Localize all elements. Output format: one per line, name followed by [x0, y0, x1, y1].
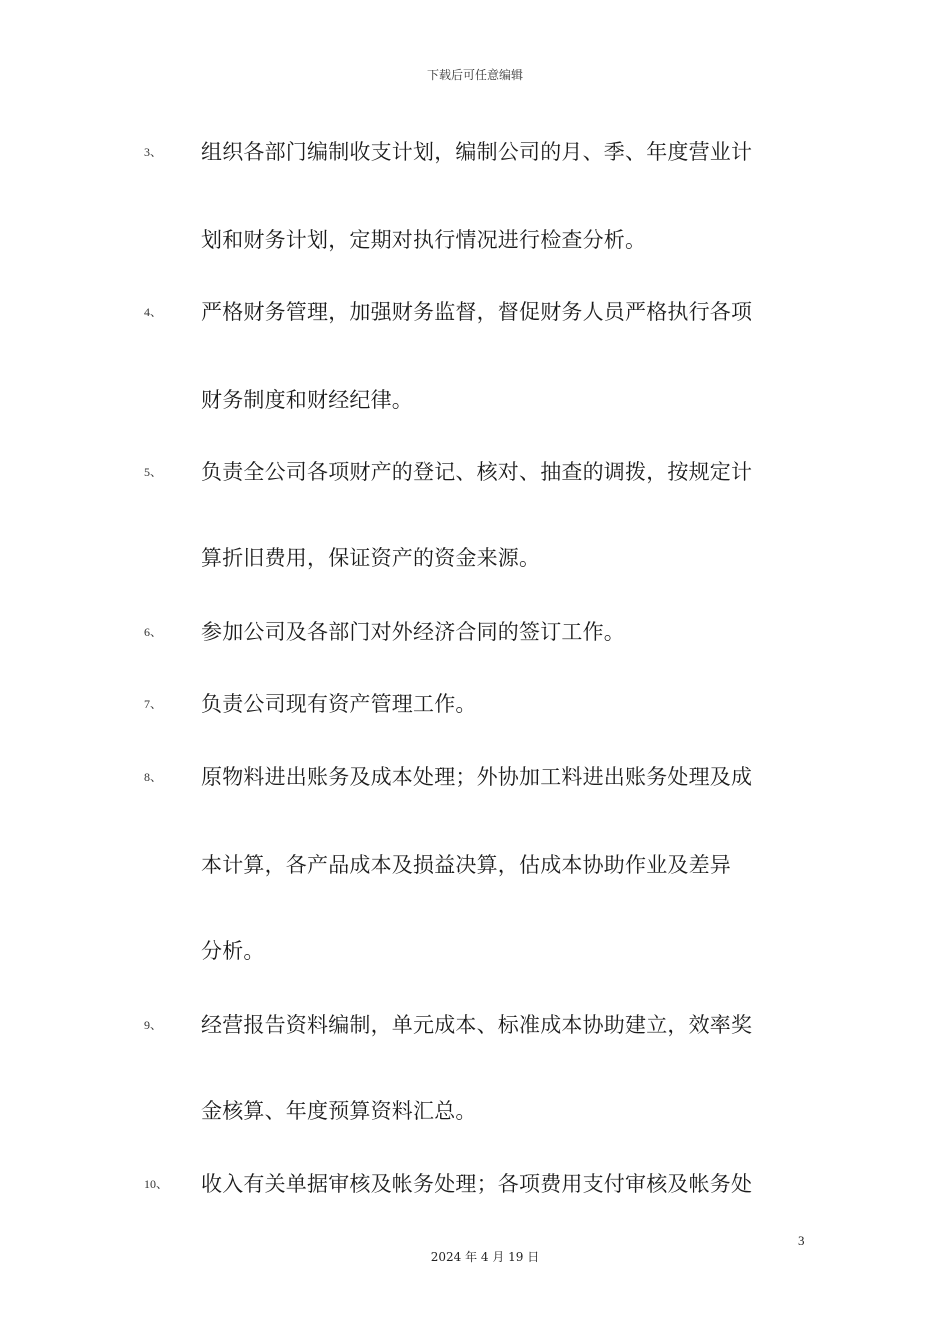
item-text-line: 负责公司现有资产管理工作。	[201, 692, 477, 716]
item-text-line: 金核算、年度预算资料汇总。	[201, 1099, 477, 1123]
item-text-line: 划和财务计划，定期对执行情况进行检查分析。	[201, 228, 647, 252]
item-text-line: 分析。	[201, 939, 265, 963]
item-number: 3、	[144, 145, 163, 159]
item-text-line: 严格财务管理，加强财务监督，督促财务人员严格执行各项	[201, 300, 753, 324]
item-text-line: 原物料进出账务及成本处理；外协加工料进出账务处理及成	[201, 765, 753, 789]
item-text-line: 财务制度和财经纪律。	[201, 388, 413, 412]
item-number: 4、	[144, 305, 163, 319]
item-number: 5、	[144, 465, 163, 479]
item-number: 6、	[144, 625, 163, 639]
item-text-line: 算折旧费用，保证资产的资金来源。	[201, 546, 541, 570]
item-text-line: 参加公司及各部门对外经济合同的签订工作。	[201, 620, 625, 644]
item-number: 10、	[144, 1177, 169, 1191]
item-text-line: 经营报告资料编制，单元成本、标准成本协助建立，效率奖	[201, 1013, 753, 1037]
item-number: 8、	[144, 770, 163, 784]
item-text-line: 收入有关单据审核及帐务处理；各项费用支付审核及帐务处	[201, 1172, 753, 1196]
item-text-line: 本计算，各产品成本及损益决算，估成本协助作业及差异	[201, 853, 731, 877]
item-text-line: 组织各部门编制收支计划，编制公司的月、季、年度营业计	[201, 140, 753, 164]
item-text-line: 负责全公司各项财产的登记、核对、抽查的调拨，按规定计	[201, 460, 753, 484]
page-header: 下载后可任意编辑	[426, 68, 523, 82]
item-number: 9、	[144, 1018, 163, 1032]
item-number: 7、	[144, 697, 163, 711]
footer-date: 2024 年 4 月 19 日	[430, 1250, 540, 1264]
page-number: 3	[798, 1233, 805, 1248]
